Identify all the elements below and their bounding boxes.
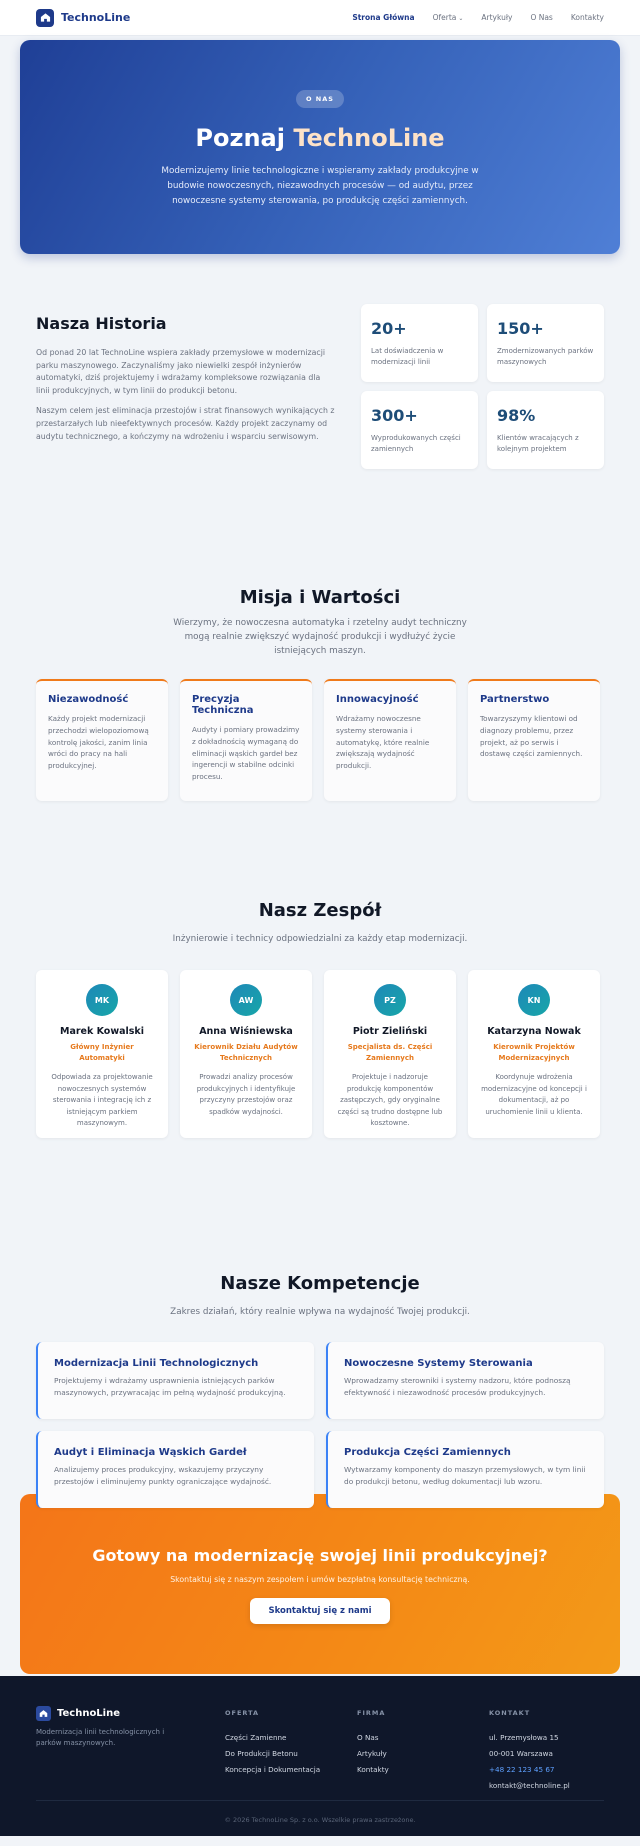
competence-card <box>36 1431 314 1508</box>
avatar: KN <box>518 984 550 1016</box>
stat-number: 20+ <box>371 319 407 338</box>
stat-card <box>361 304 478 382</box>
value-title: Niezawodność <box>48 694 129 705</box>
nav-link-articles[interactable]: Artykuły <box>481 13 513 22</box>
avatar: PZ <box>374 984 406 1016</box>
competences-section <box>0 1223 640 1494</box>
nav-link-offer-label: Oferta <box>432 13 457 22</box>
nav-link-offer[interactable] <box>433 13 464 22</box>
value-text: Audyty i pomiary prowadzimy z dokładnością wymaganą do eliminacji wąskich gardeł bez ingerencji w stabilne odcinki procesu. <box>192 725 300 782</box>
footer-link[interactable]: Artykuły <box>357 1749 387 1758</box>
value-card <box>324 679 456 801</box>
member-name: Katarzyna Nowak <box>487 1026 581 1037</box>
competence-card <box>36 1342 314 1419</box>
value-card <box>180 679 312 801</box>
footer-address: 00-001 Warszawa <box>489 1749 553 1758</box>
contact-us-button[interactable]: Skontaktuj się z nami <box>250 1598 389 1624</box>
team-subtitle: Inżynierowie i technicy odpowiedzialni za każdy etap modernizacji. <box>172 934 468 944</box>
footer-tagline: Modernizacja linii technologicznych i parków maszynowych. <box>36 1728 165 1747</box>
competence-title: Nowoczesne Systemy Sterowania <box>344 1358 533 1369</box>
member-description: Odpowiada za projektowanie nowoczesnych systemów sterowania i integrację ich z istniejącym parkiem maszynowym. <box>51 1073 153 1127</box>
footer-address: ul. Przemysłowa 15 <box>489 1733 559 1742</box>
history-paragraph: Naszym celem jest eliminacja przestojów i strat finansowych wynikających z przestarzałych lub nieefektywnych procesów. Każdy projekt zaczynamy od audytu technicznego, a kończymy na wdrożeniu i wsparciu serwisowym. <box>36 406 335 441</box>
footer-link[interactable]: Kontakty <box>357 1765 389 1774</box>
hero-title-accent: TechnoLine <box>293 124 445 152</box>
avatar: AW <box>230 984 262 1016</box>
hero-banner <box>20 40 620 254</box>
member-name: Anna Wiśniewska <box>199 1026 293 1037</box>
hero-title <box>195 124 444 152</box>
mission-subtitle: Wierzymy, że nowoczesna automatyka i rzetelny audyt techniczny mogą realnie zwiększyć wydajność produkcji i wydłużyć życie istniejących maszyn. <box>173 618 467 656</box>
footer-column-company <box>357 1709 389 1774</box>
team-member-card <box>180 970 312 1138</box>
footer-phone-link[interactable]: +48 22 123 45 67 <box>489 1765 555 1774</box>
nav-link-about[interactable]: O Nas <box>530 13 553 22</box>
stat-label: Wyprodukowanych części zamiennych <box>371 434 461 453</box>
history-section <box>0 254 640 517</box>
value-title: Partnerstwo <box>480 694 550 705</box>
value-text: Wdrażamy nowoczesne systemy sterowania i automatykę, które realnie zwiększają wydajność produkcji. <box>336 714 430 771</box>
footer-column-title: OFERTA <box>225 1709 260 1717</box>
competence-text: Wprowadzamy sterowniki i systemy nadzoru, które podnoszą efektywność i niezawodność procesów produkcyjnych. <box>344 1376 571 1397</box>
stat-label: Klientów wracających z kolejnym projektem <box>497 434 579 453</box>
value-title: Innowacyjność <box>336 694 419 705</box>
footer-column-title: KONTAKT <box>489 1709 531 1717</box>
footer-column-offer <box>225 1709 320 1774</box>
footer-link[interactable]: Koncepcja i Dokumentacja <box>225 1765 321 1774</box>
footer-column-contact <box>489 1709 570 1790</box>
stats-grid <box>361 304 604 469</box>
footer-divider <box>36 1800 604 1801</box>
competence-text: Analizujemy proces produkcyjny, wskazujemy przyczyny przestojów i eliminujemy punkty ograniczające wydajność. <box>54 1465 272 1486</box>
competence-title: Audyt i Eliminacja Wąskich Gardeł <box>54 1447 247 1458</box>
hero-badge: O NAS <box>296 90 344 108</box>
footer-email-link[interactable]: kontakt@technoline.pl <box>489 1781 570 1790</box>
brand-logo-link[interactable] <box>36 9 130 27</box>
competence-text: Wytwarzamy komponenty do maszyn przemysłowych, w tym linii do produkcji betonu, według dokumentacji lub wzoru. <box>344 1465 586 1486</box>
stat-card <box>487 391 604 469</box>
competence-title: Modernizacja Linii Technologicznych <box>54 1358 259 1369</box>
member-role: Główny Inżynier Automatyki <box>70 1043 134 1062</box>
stat-label: Lat doświadczenia w modernizacji linii <box>371 347 444 366</box>
footer-brand-name: TechnoLine <box>57 1708 121 1719</box>
home-icon <box>36 9 54 27</box>
competence-text: Projektujemy i wdrażamy usprawnienia istniejących parków maszynowych, przywracając im pełną wydajność produkcyjną. <box>54 1376 286 1397</box>
competences-subtitle: Zakres działań, który realnie wpływa na wydajność Twojej produkcji. <box>170 1307 470 1317</box>
copyright: © 2026 TechnoLine Sp. z o.o. Wszelkie prawa zastrzeżone. <box>224 1816 416 1824</box>
value-text: Towarzyszymy klientowi od diagnozy problemu, przez projekt, aż po serwis i dostawę części zamiennych. <box>480 714 583 759</box>
footer-column-title: FIRMA <box>357 1709 386 1717</box>
member-description: Koordynuje wdrożenia modernizacyjne od koncepcji i dokumentacji, aż po uruchomienie linii u klienta. <box>481 1073 587 1116</box>
mission-title: Misja i Wartości <box>239 587 401 608</box>
competences-title: Nasze Kompetencje <box>220 1273 420 1294</box>
hero-title-main: Poznaj <box>195 124 294 152</box>
stat-number: 150+ <box>497 319 544 338</box>
competence-title: Produkcja Części Zamiennych <box>344 1447 511 1458</box>
footer-link[interactable]: O Nas <box>357 1733 379 1742</box>
cta-title: Gotowy na modernizację swojej linii produkcyjnej? <box>92 1546 548 1565</box>
stat-card <box>487 304 604 382</box>
home-icon <box>36 1706 51 1721</box>
value-card <box>36 679 168 801</box>
avatar: MK <box>86 984 118 1016</box>
chevron-down-icon: ⌄ <box>458 15 464 22</box>
brand-name: TechnoLine <box>61 11 131 24</box>
stat-number: 300+ <box>371 406 418 425</box>
member-name: Piotr Zieliński <box>352 1026 428 1037</box>
stat-card <box>361 391 478 469</box>
competence-card <box>326 1342 604 1419</box>
cta-banner <box>20 1494 620 1674</box>
competence-card <box>326 1431 604 1508</box>
team-title: Nasz Zespół <box>258 900 382 921</box>
footer-link[interactable]: Części Zamienne <box>225 1733 287 1742</box>
member-role: Kierownik Projektów Modernizacyjnych <box>493 1043 575 1062</box>
member-description: Prowadzi analizy procesów produkcyjnych i identyfikuje przyczyny przestojów oraz spadków wydajności. <box>196 1073 296 1116</box>
hero-description: Modernizujemy linie technologiczne i wspieramy zakłady produkcyjne w budowie nowoczesnych, niezawodnych procesów — od audytu, przez nowoczesne systemy sterowania, po produkcję części zamiennych. <box>161 166 479 206</box>
footer-brand-link[interactable] <box>36 1706 176 1721</box>
value-text: Każdy projekt modernizacji przechodzi wielopoziomową kontrolę jakości, zanim linia wróci do pracy na hali produkcyjnej. <box>48 714 149 771</box>
history-paragraph: Od ponad 20 lat TechnoLine wspiera zakłady przemysłowe w modernizacji parku maszynowego. Zaczynaliśmy jako niewielki zespół inżynierów automatyki, dziś projektujemy i wdrażamy kompleksowe rozwiązania dla linii produkcyjnych, w tym linii do produkcji betonu. <box>36 348 326 395</box>
team-member-card <box>36 970 168 1138</box>
team-member-card <box>324 970 456 1138</box>
stat-label: Zmodernizowanych parków maszynowych <box>497 347 594 366</box>
nav-link-contact[interactable]: Kontakty <box>570 13 604 22</box>
mission-section <box>0 517 640 840</box>
stat-number: 98% <box>497 406 536 425</box>
value-title: Precyzja Techniczna <box>192 694 254 716</box>
top-navbar <box>0 0 640 36</box>
nav-link-home[interactable]: Strona Główna <box>352 13 415 22</box>
footer <box>0 1676 640 1836</box>
history-title: Nasza Historia <box>36 314 167 333</box>
cta-text: Skontaktuj się z naszym zespołem i umów bezpłatną konsultację techniczną. <box>170 1575 470 1584</box>
footer-link[interactable]: Do Produkcji Betonu <box>225 1749 298 1758</box>
member-role: Kierownik Działu Audytów Technicznych <box>194 1043 298 1062</box>
member-role: Specjalista ds. Części Zamiennych <box>347 1043 433 1062</box>
team-section <box>0 840 640 1223</box>
team-member-card <box>468 970 600 1138</box>
value-card <box>468 679 600 801</box>
member-name: Marek Kowalski <box>59 1026 144 1037</box>
member-description: Projektuje i nadzoruje produkcję komponentów zastępczych, gdy oryginalne części są trudno dostępne lub kosztowne. <box>337 1073 443 1127</box>
